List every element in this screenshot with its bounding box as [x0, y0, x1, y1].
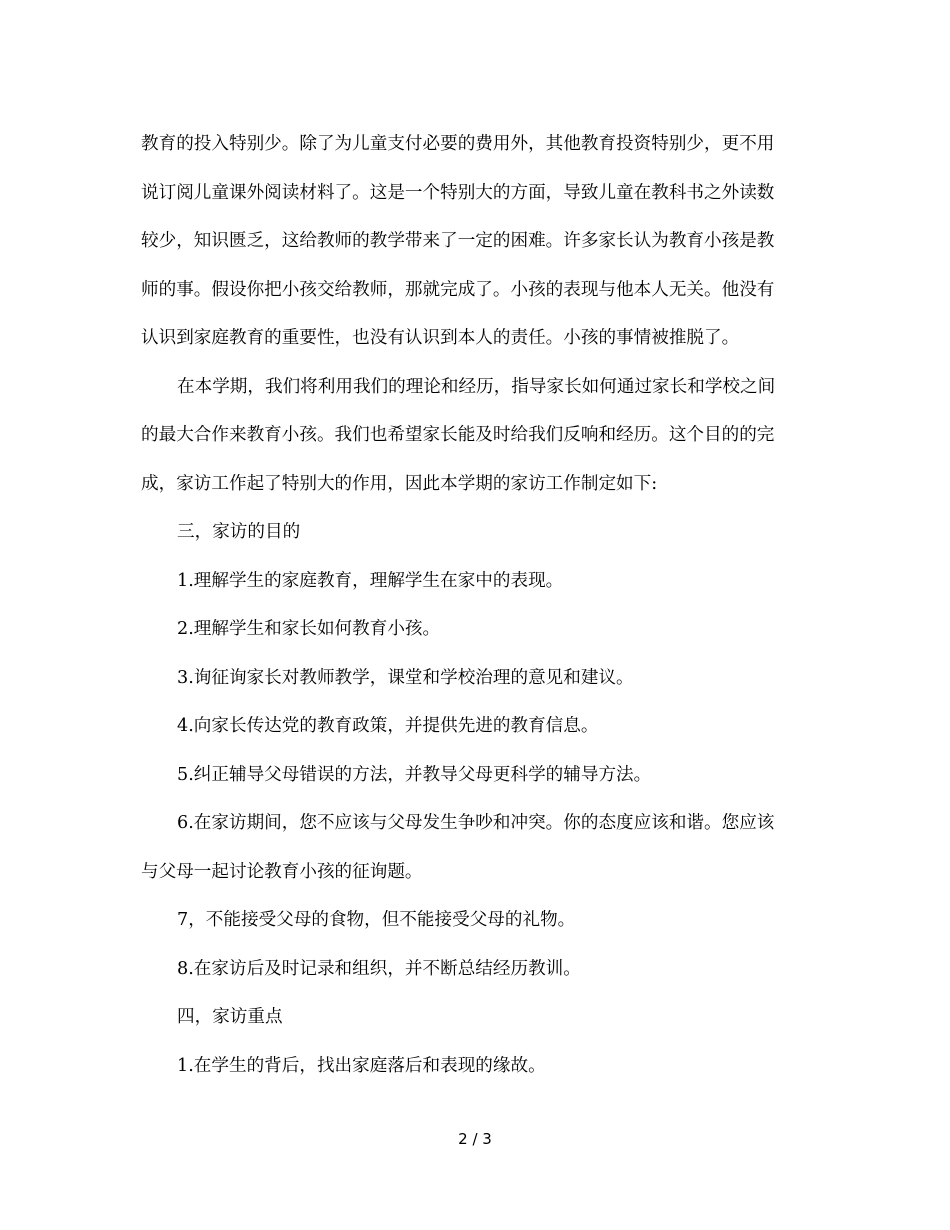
text-line: 在本学期，我们将利用我们的理论和经历，指导家长如何通过家长和学校之间 — [177, 376, 776, 397]
list-item: 1.在学生的背后，找出家庭落后和表现的缘故。 — [177, 1055, 546, 1076]
list-item-continuation: 与父母一起讨论教育小孩的征询题。 — [141, 861, 423, 882]
document-body — [141, 126, 817, 1096]
text-line: 教育的投入特别少。除了为儿童支付必要的费用外，其他教育投资特别少，更不用 — [141, 134, 775, 154]
list-item: 7，不能接受父母的食物，但不能接受父母的礼物。 — [177, 910, 576, 930]
section-heading: 三，家访的目的 — [177, 522, 301, 542]
list-item: 8.在家访后及时记录和组织，并不断总结经历教训。 — [177, 958, 581, 979]
text-line: 较少，知识匮乏，这给教师的教学带来了一定的困难。许多家长认为教育小孩是教 — [141, 231, 775, 251]
text-line: 认识到家庭教育的重要性，也没有认识到本人的责任。小孩的事情被推脱了。 — [141, 328, 740, 348]
list-item: 6.在家访期间，您不应该与父母发生争吵和冲突。你的态度应该和谐。您应该 — [177, 813, 775, 833]
list-item: 1.理解学生的家庭教育，理解学生在家中的表现。 — [177, 570, 564, 591]
text-line: 说订阅儿童课外阅读材料了。这是一个特别大的方面，导致儿童在教科书之外读数 — [141, 182, 775, 203]
list-item: 4.向家长传达党的教育政策，并提供先进的教育信息。 — [177, 716, 599, 736]
text-line: 成，家访工作起了特别大的作用，因此本学期的家访工作制定如下: — [141, 473, 658, 494]
list-item: 3.询征询家长对教师教学，课堂和学校治理的意见和建议。 — [177, 667, 634, 688]
page-number: 2 / 3 — [458, 1130, 492, 1148]
list-item: 5.纠正辅导父母错误的方法，并教导父母更科学的辅导方法。 — [177, 764, 652, 785]
text-line: 的最大合作来教育小孩。我们也希望家长能及时给我们反响和经历。这个目的的完 — [141, 425, 775, 445]
list-item: 2.理解学生和家长如何教育小孩。 — [177, 619, 441, 639]
section-heading: 四，家访重点 — [177, 1007, 283, 1027]
text-line: 师的事。假设你把小孩交给教师，那就完成了。小孩的表现与他本人无关。他没有 — [141, 279, 775, 300]
